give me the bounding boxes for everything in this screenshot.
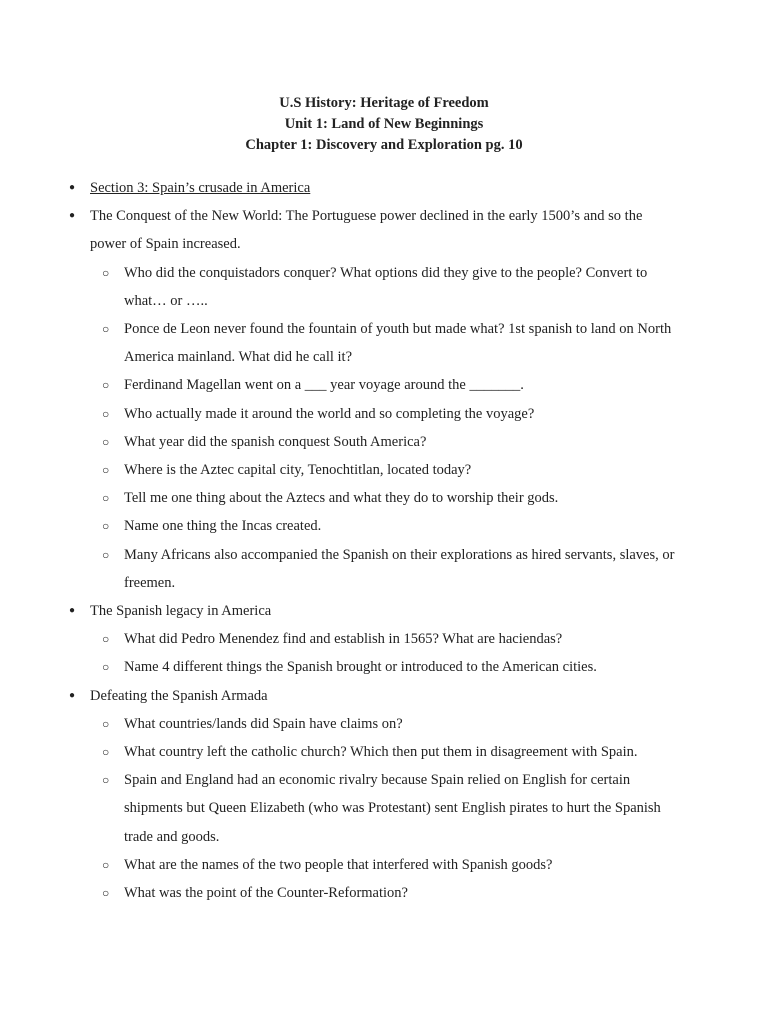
bullet-hollow: ○ [102,745,110,760]
question-text: What country left the catholic church? Which then put them in disagreement with Spain. [124,744,638,761]
unit-title: Unit 1: Land of New Beginnings [284,116,484,132]
chapter-title: Chapter 1: Discovery and Exploration pg. 10 [245,137,523,153]
bullet-hollow: ○ [102,660,110,675]
list-item [0,315,768,371]
list-item [0,428,768,456]
list-item [0,851,768,879]
question-text: Who actually made it around the world and so completing the voyage? [124,405,535,422]
section-heading: Section 3: Spain’s crusade in America [90,180,311,196]
question-text: Tell me one thing about the Aztecs and what they do to worship their gods. [124,490,559,507]
list-item [0,653,768,681]
question-text: What countries/lands did Spain have claims on? [124,715,403,732]
question-text: What was the point of the Counter-Reformation? [124,885,408,902]
list-item [0,738,768,766]
question-text: Many Africans also accompanied the Spanish on their explorations as hired servants, slaves, or freemen. [124,546,675,591]
bullet-filled: ● [69,210,76,222]
bullet-hollow: ○ [102,406,110,421]
bullet-hollow: ○ [102,547,110,562]
topic-text: The Conquest of the New World: The Portuguese power declined in the early 1500’s and so the power of Spain increased. [90,208,643,253]
question-text: Name 4 different things the Spanish brought or introduced to the American cities. [124,659,597,676]
bullet-hollow: ○ [102,632,110,647]
list-item [0,766,768,851]
bullet-filled: ● [69,689,76,701]
list-item [0,259,768,315]
list-item [0,879,768,907]
list-item [0,710,768,738]
bullet-filled: ● [69,182,76,193]
bullet-hollow: ○ [102,886,110,901]
bullet-hollow: ○ [102,322,110,337]
bullet-hollow: ○ [102,491,110,506]
list-item [0,541,768,597]
bullet-hollow: ○ [102,857,110,872]
list-item [0,625,768,653]
bullet-hollow: ○ [102,265,110,280]
bullet-hollow: ○ [102,519,110,534]
list-item [0,484,768,512]
course-title: U.S History: Heritage of Freedom [279,95,489,111]
bullet-filled: ● [69,605,76,617]
list-item [0,597,768,625]
list-item [0,174,768,202]
bullet-hollow: ○ [102,378,110,393]
topic-text: Defeating the Spanish Armada [90,687,268,704]
question-text: Where is the Aztec capital city, Tenochtitlan, located today? [124,462,472,479]
list-item [0,400,768,428]
question-text: Ferdinand Magellan went on a ___ year voyage around the _______. [124,377,524,394]
question-text: Spain and England had an economic rivalry because Spain relied on English for certain shipments but Queen Elizabeth (who was Protestant) sent English pirates to hurt the Spanish trade and goods. [124,772,661,845]
question-text: What are the names of the two people that interfered with Spanish goods? [124,856,553,873]
list-item [0,202,768,258]
bullet-hollow: ○ [102,773,110,788]
question-text: Who did the conquistadors conquer? What options did they give to the people? Convert to what… or ….. [124,264,648,309]
question-text: Name one thing the Incas created. [124,518,322,535]
list-item [0,371,768,399]
question-text: Ponce de Leon never found the fountain of youth but made what? 1st spanish to land on North America mainland. What did he call it? [124,321,672,366]
bullet-hollow: ○ [102,463,110,478]
list-item [0,456,768,484]
document-header [0,93,768,156]
question-text: What did Pedro Menendez find and establish in 1565? What are haciendas? [124,631,563,648]
bullet-hollow: ○ [102,434,110,449]
question-text: What year did the spanish conquest South America? [124,433,427,450]
bullet-hollow: ○ [102,716,110,731]
topic-text: The Spanish legacy in America [90,603,272,620]
list-item [0,682,768,710]
outline-list [0,174,768,907]
list-item [0,512,768,540]
